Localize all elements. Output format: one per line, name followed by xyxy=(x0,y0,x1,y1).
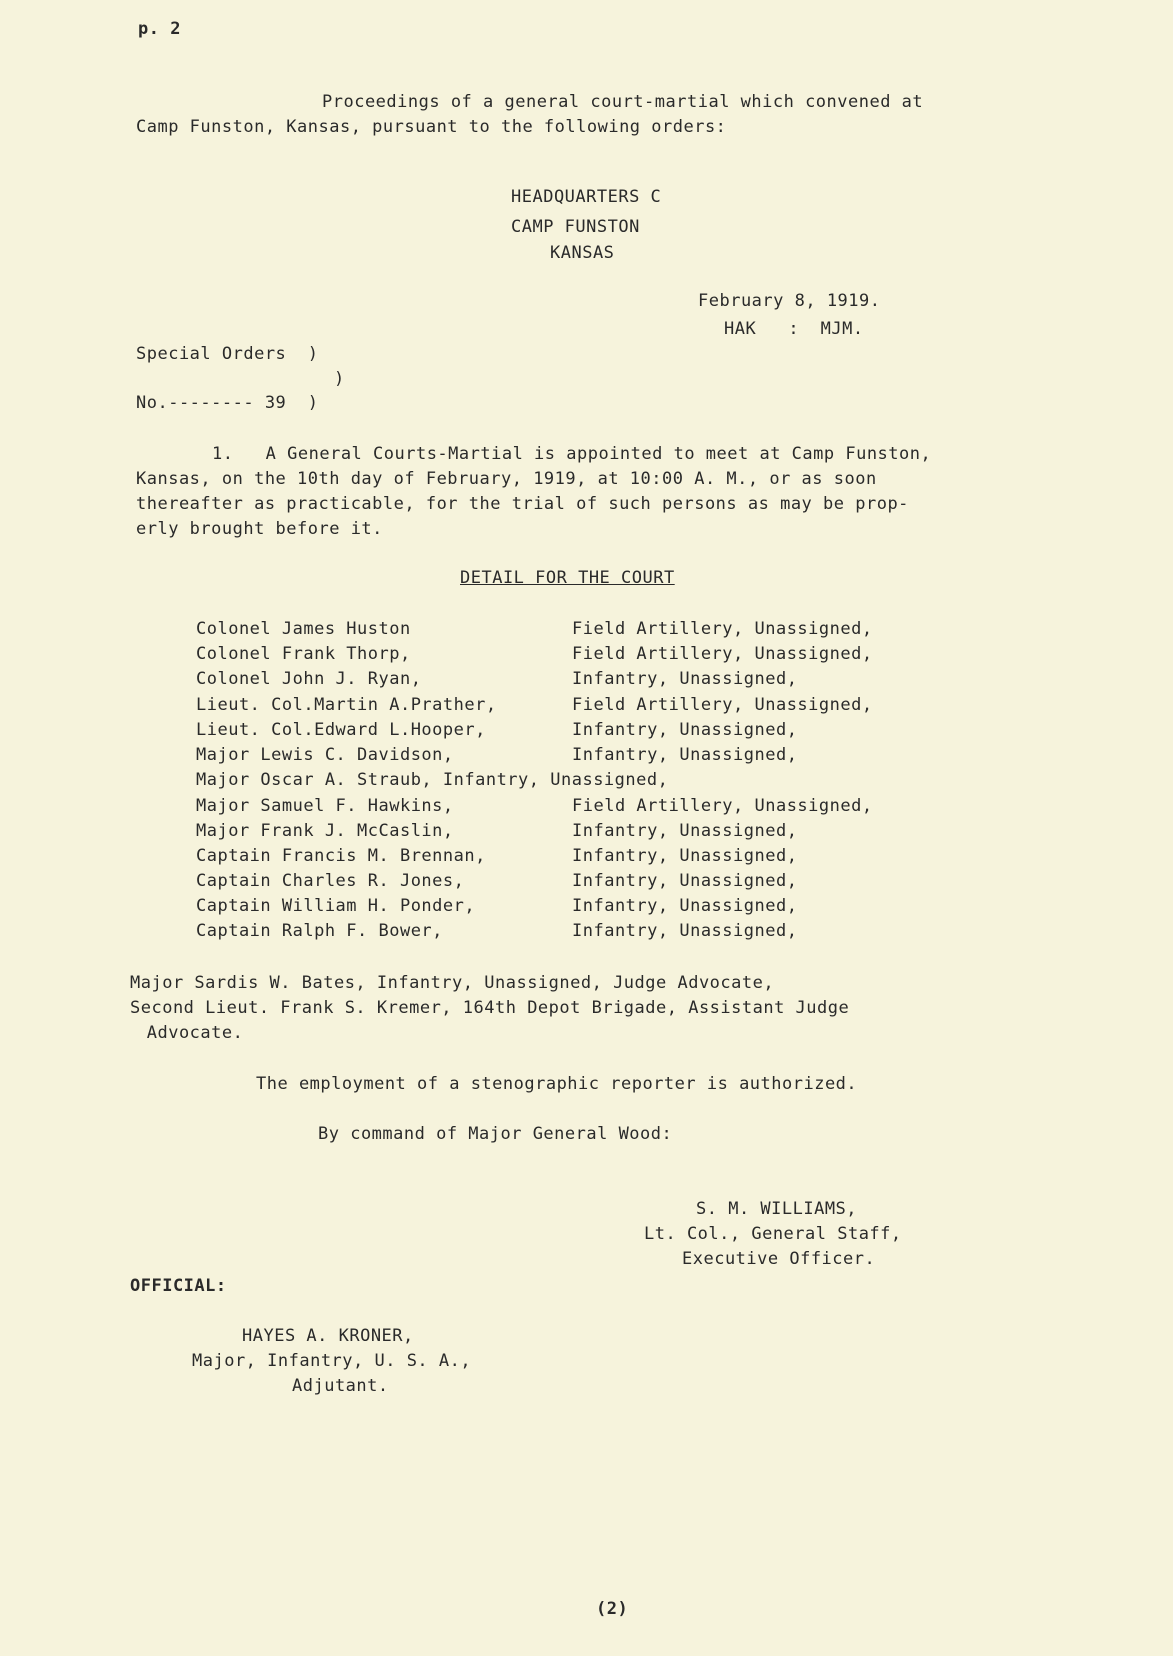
member-name: Captain Ralph F. Bower, xyxy=(196,921,443,941)
member-branch: Infantry, Unassigned, xyxy=(572,921,798,941)
signature-title: Lt. Col., General Staff, xyxy=(644,1224,902,1244)
letterhead-line-1: HEADQUARTERS C xyxy=(511,187,662,207)
special-orders-line-2: ) xyxy=(334,369,345,389)
official-sig-title: Major, Infantry, U. S. A., xyxy=(192,1351,472,1371)
official-sig-office: Adjutant. xyxy=(292,1376,389,1396)
member-branch: Field Artillery, Unassigned, xyxy=(572,695,873,715)
signature-name: S. M. WILLIAMS, xyxy=(696,1199,858,1219)
member-branch: Infantry, Unassigned, xyxy=(572,846,798,866)
special-orders-line-3: No.-------- 39 ) xyxy=(136,393,319,413)
order-date: February 8, 1919. xyxy=(698,291,881,311)
member-name: Colonel John J. Ryan, xyxy=(196,669,422,689)
reporter-authorization: The employment of a stenographic reporter is authorized. xyxy=(256,1074,858,1094)
member-branch: Field Artillery, Unassigned, xyxy=(572,796,873,816)
official-sig-name: HAYES A. KRONER, xyxy=(242,1326,414,1346)
member-name: Colonel James Huston xyxy=(196,619,411,639)
paragraph-1-line-2: Kansas, on the 10th day of February, 1919, at 10:00 A. M., or as soon xyxy=(136,469,877,489)
member-name: Colonel Frank Thorp, xyxy=(196,644,411,664)
special-orders-line-1: Special Orders ) xyxy=(136,344,319,364)
member-name: Major Oscar A. Straub, Infantry, Unassigned, xyxy=(196,770,669,790)
member-branch: Infantry, Unassigned, xyxy=(572,669,798,689)
detail-heading: DETAIL FOR THE COURT xyxy=(460,568,675,588)
member-branch: Field Artillery, Unassigned, xyxy=(572,619,873,639)
intro-line-1: Proceedings of a general court-martial which convened at xyxy=(322,92,924,112)
member-branch: Infantry, Unassigned, xyxy=(572,896,798,916)
member-branch: Field Artillery, Unassigned, xyxy=(572,644,873,664)
paragraph-1-line-4: erly brought before it. xyxy=(136,519,383,539)
paragraph-1-line-3: thereafter as practicable, for the trial of such persons as may be prop- xyxy=(136,494,909,514)
page-marker: p. 2 xyxy=(138,19,181,39)
member-branch: Infantry, Unassigned, xyxy=(572,720,798,740)
judge-advocate-line-1: Major Sardis W. Bates, Infantry, Unassigned, Judge Advocate, xyxy=(130,973,775,993)
member-name: Major Samuel F. Hawkins, xyxy=(196,796,454,816)
official-label: OFFICIAL: xyxy=(130,1276,227,1296)
judge-advocate-line-3: Advocate. xyxy=(136,1023,244,1043)
member-name: Lieut. Col.Martin A.Prather, xyxy=(196,695,497,715)
order-initials: HAK : MJM. xyxy=(724,319,864,339)
member-branch: Infantry, Unassigned, xyxy=(572,871,798,891)
member-branch: Infantry, Unassigned, xyxy=(572,821,798,841)
page-number: (2) xyxy=(596,1599,629,1619)
judge-advocate-line-2: Second Lieut. Frank S. Kremer, 164th Depot Brigade, Assistant Judge xyxy=(130,998,850,1018)
paragraph-1-line-1: 1. A General Courts-Martial is appointed to meet at Camp Funston, xyxy=(212,444,932,464)
member-branch: Infantry, Unassigned, xyxy=(572,745,798,765)
member-name: Major Lewis C. Davidson, xyxy=(196,745,454,765)
intro-line-2: Camp Funston, Kansas, pursuant to the following orders: xyxy=(136,117,727,137)
member-name: Captain Charles R. Jones, xyxy=(196,871,465,891)
member-name: Major Frank J. McCaslin, xyxy=(196,821,454,841)
signature-office: Executive Officer. xyxy=(682,1249,876,1269)
letterhead-line-2: CAMP FUNSTON xyxy=(511,217,640,237)
letterhead-line-3: KANSAS xyxy=(550,243,615,263)
member-name: Captain William H. Ponder, xyxy=(196,896,476,916)
member-name: Captain Francis M. Brennan, xyxy=(196,846,486,866)
member-name: Lieut. Col.Edward L.Hooper, xyxy=(196,720,486,740)
command-line: By command of Major General Wood: xyxy=(318,1124,673,1144)
